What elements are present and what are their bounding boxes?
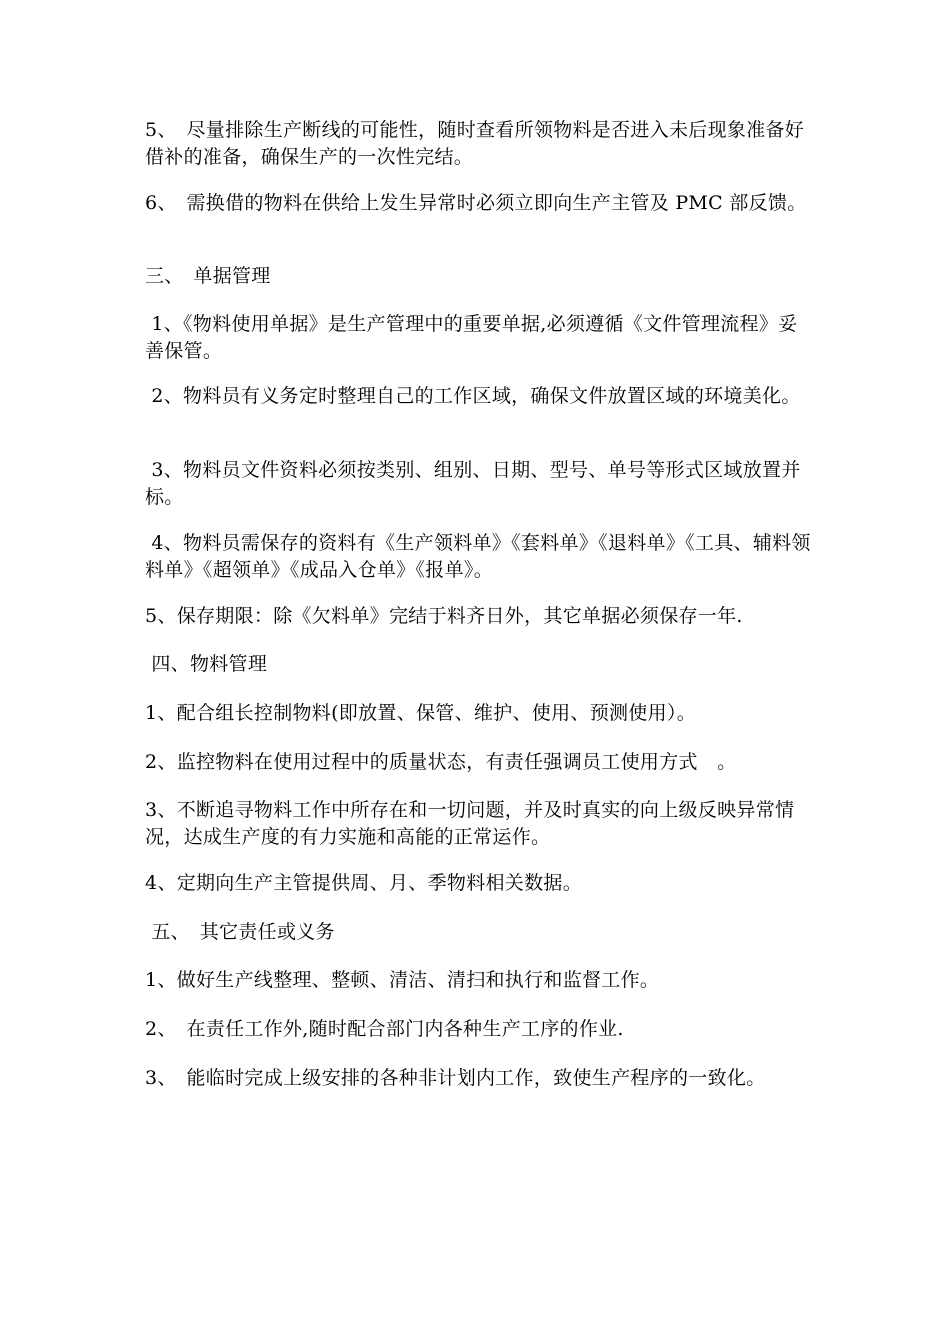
paragraph-item-4-2: 2、监控物料在使用过程中的质量状态，有责任强调员工使用方式 。 — [145, 751, 737, 773]
paragraph-item-3-3: 3、物料员文件资料必须按类别、组别、日期、型号、单号等形式区域放置并标。 — [145, 459, 801, 508]
paragraph-item-4-1: 1、配合组长控制物料(即放置、保管、维护、使用、预测使用）。 — [145, 702, 697, 724]
paragraph-item-5: 5、 尽量排除生产断线的可能性，随时查看所领物料是否进入未后现象准备好借补的准备，确保生产的一次性完结。 — [145, 119, 805, 168]
paragraph-item-5-2: 2、 在责任工作外,随时配合部门内各种生产工序的作业. — [145, 1018, 624, 1040]
paragraph-item-5-3: 3、 能临时完成上级安排的各种非计划内工作，致使生产程序的一致化。 — [145, 1067, 766, 1089]
paragraph-item-3-4: 4、物料员需保存的资料有《生产领料单》《套料单》《退料单》《工具、辅料领料单》《超领单》《成品入仓单》《报单》。 — [145, 532, 811, 581]
paragraph-item-3-5: 5、保存期限：除《欠料单》完结于料齐日外，其它单据必须保存一年. — [145, 605, 743, 627]
paragraph-item-3-1: 1、《物料使用单据》是生产管理中的重要单据,必须遵循《文件管理流程》妥善保管。 — [145, 313, 798, 362]
paragraph-item-4-4: 4、定期向生产主管提供周、月、季物料相关数据。 — [145, 872, 582, 894]
paragraph-item-3-2: 2、物料员有义务定时整理自己的工作区域，确保文件放置区域的环境美化。 — [145, 385, 801, 407]
paragraph-item-4-3: 3、不断追寻物料工作中所存在和一切问题，并及时真实的向上级反映异常情况，达成生产度的有力实施和高能的正常运作。 — [145, 799, 795, 848]
section-heading-5: 五、 其它责任或义务 — [145, 921, 335, 943]
section-heading-3: 三、 单据管理 — [145, 265, 271, 287]
section-heading-4: 四、物料管理 — [145, 653, 268, 675]
paragraph-item-6: 6、 需换借的物料在供给上发生异常时必须立即向生产主管及 PMC 部反馈。 — [145, 192, 807, 214]
paragraph-item-5-1: 1、做好生产线整理、整顿、清洁、清扫和执行和监督工作。 — [145, 969, 660, 991]
